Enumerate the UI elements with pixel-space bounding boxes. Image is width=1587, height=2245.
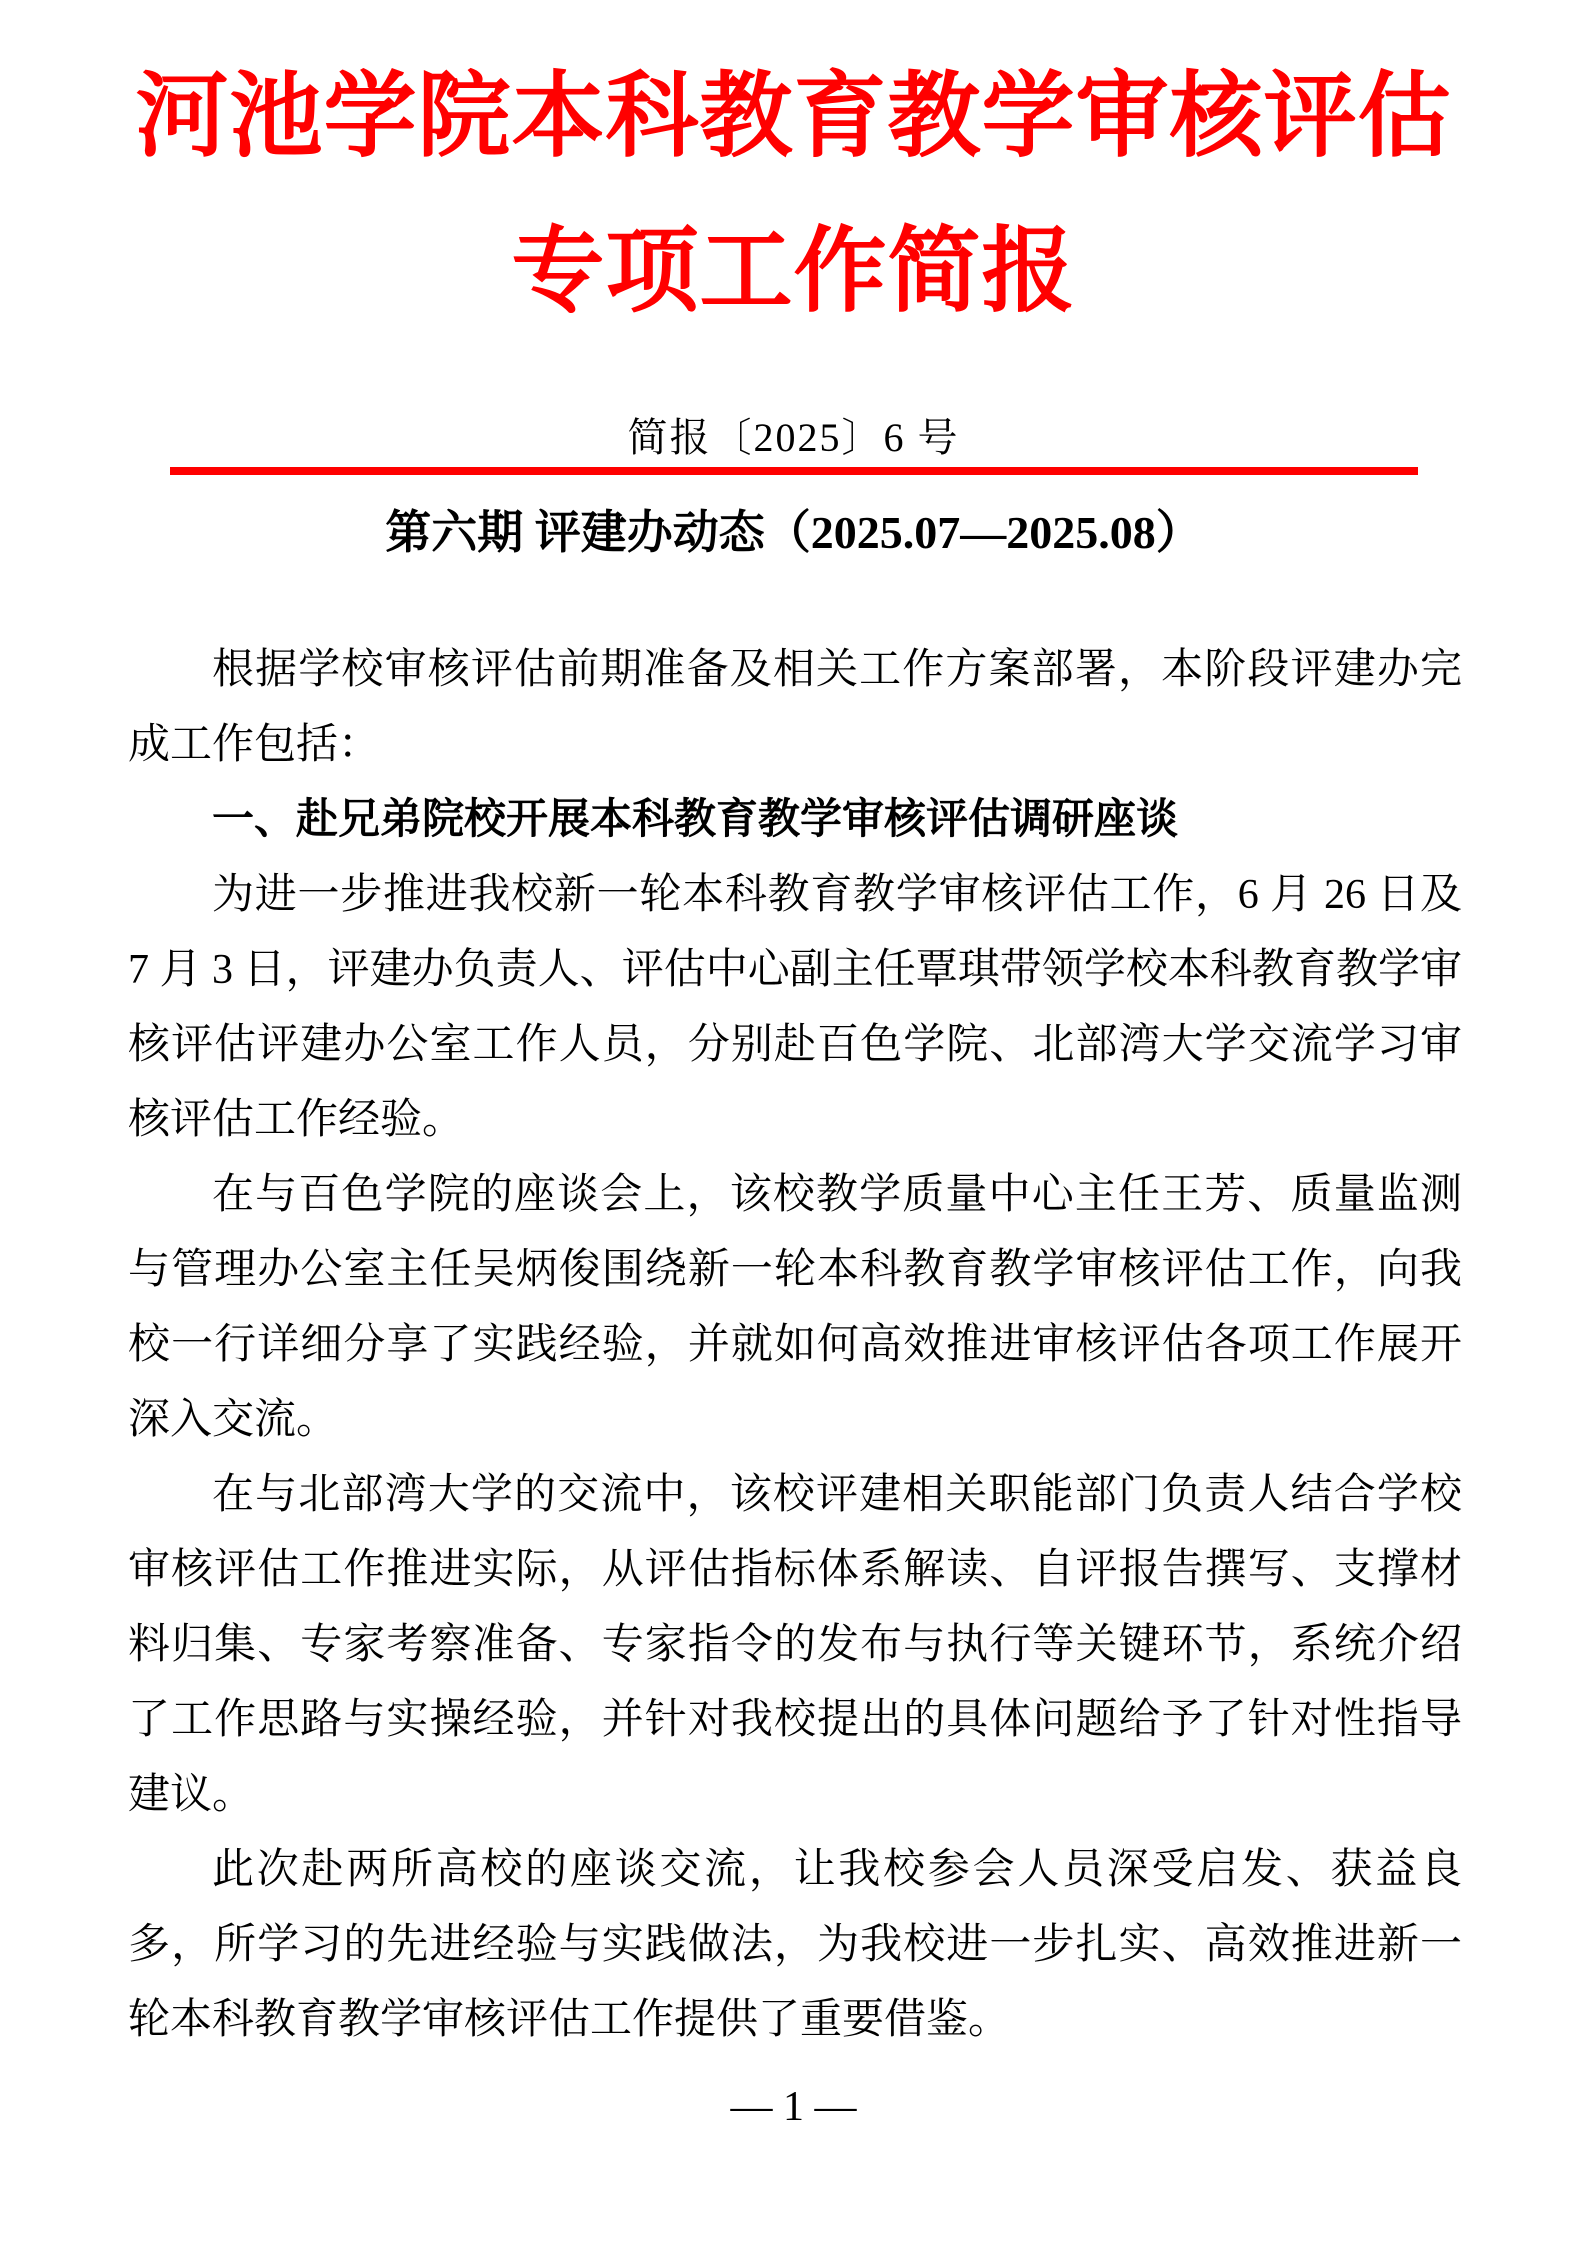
- title-line-1: 河池学院本科教育教学审核评估: [135, 66, 1452, 169]
- page-number: — 1 —: [730, 2084, 857, 2130]
- body-paragraph: 在与北部湾大学的交流中，该校评建相关职能部门负责人结合学校审核评估工作推进实际，从评估指标体系解读、自评报告撰写、支撑材料归集、专家考察准备、专家指令的发布与执行等关键环节，系统介绍了工作思路与实操经验，并针对我校提出的具体问题给予了针对性指导建议。: [128, 1472, 1462, 1818]
- intro-paragraph: 根据学校审核评估前期准备及相关工作方案部署，本阶段评建办完成工作包括：: [128, 647, 1462, 768]
- body-paragraph: 此次赴两所高校的座谈交流，让我校参会人员深受启发、获益良多，所学习的先进经验与实践做法，为我校进一步扎实、高效推进新一轮本科教育教学审核评估工作提供了重要借鉴。: [128, 1847, 1462, 2043]
- red-divider-rule: [170, 467, 1418, 475]
- document-title: [0, 40, 1587, 350]
- document-body: [128, 633, 1462, 2058]
- title-line-2: 专项工作简报: [511, 221, 1076, 324]
- section-1-heading: 一、赴兄弟院校开展本科教育教学审核评估调研座谈: [212, 797, 1179, 843]
- edition-heading: 第六期 评建办动态（2025.07—2025.08）: [385, 507, 1202, 558]
- page-footer: [0, 2082, 1587, 2132]
- issue-number: 简报〔2025〕6 号: [627, 415, 960, 460]
- body-paragraph: 在与百色学院的座谈会上，该校教学质量中心主任王芳、质量监测与管理办公室主任吴炳俊围绕新一轮本科教育教学审核评估工作，向我校一行详细分享了实践经验，并就如何高效推进审核评估各项工作展开深入交流。: [128, 1172, 1462, 1443]
- body-paragraph: 为进一步推进我校新一轮本科教育教学审核评估工作，6 月 26 日及 7 月 3 日，评建办负责人、评估中心副主任覃琪带领学校本科教育教学审核评估评建办公室工作人员，分别赴百色学院、北部湾大学交流学习审核评估工作经验。: [128, 872, 1462, 1143]
